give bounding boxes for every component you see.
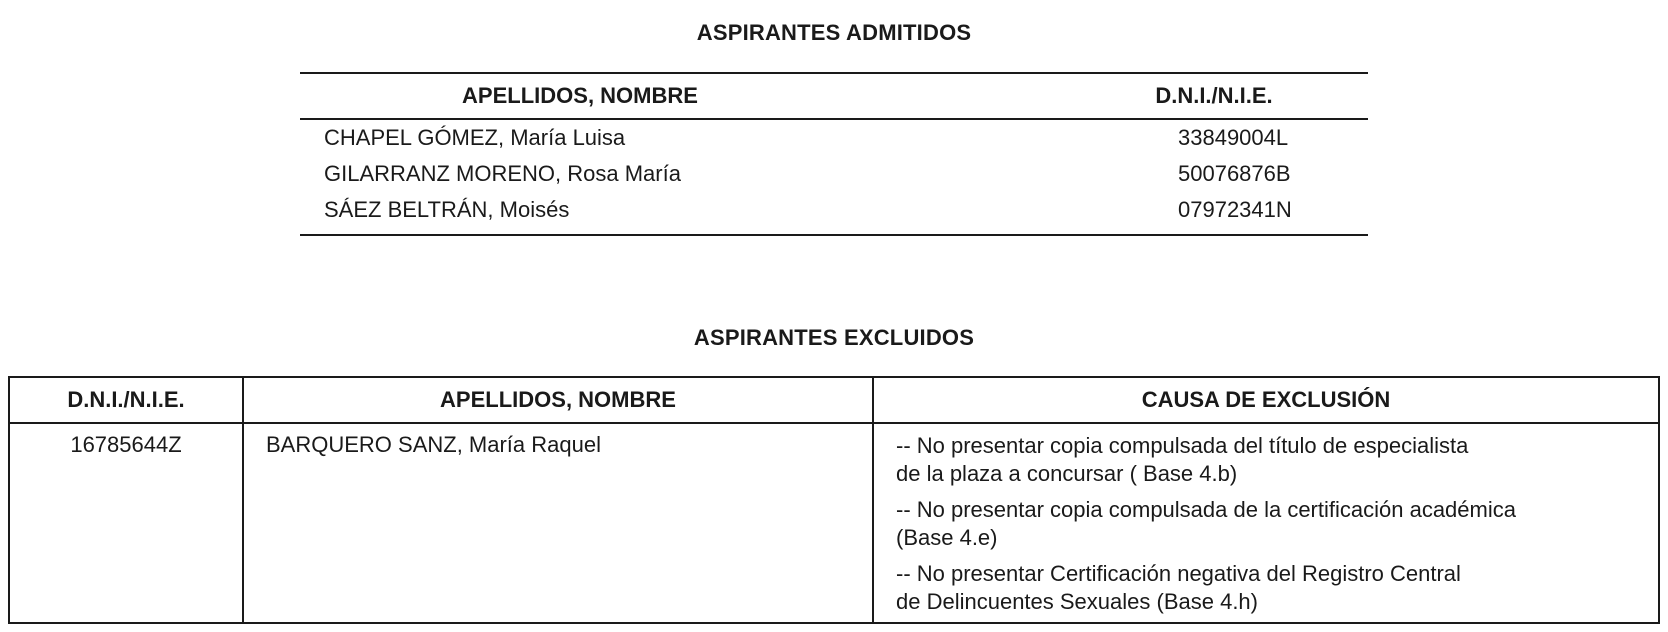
- admitted-name: GILARRANZ MORENO, Rosa María: [324, 161, 681, 186]
- table-row: [300, 192, 1368, 235]
- excluded-header-cause: CAUSA DE EXCLUSIÓN: [873, 377, 1659, 423]
- excluded-header-dni: D.N.I./N.I.E.: [9, 377, 243, 423]
- excluded-name: BARQUERO SANZ, María Raquel: [243, 423, 873, 623]
- admitted-section-title: ASPIRANTES ADMITIDOS: [696, 20, 972, 45]
- admitted-table: [300, 72, 1368, 236]
- admitted-header-name: APELLIDOS, NOMBRE: [462, 83, 698, 108]
- exclusion-cause: [896, 496, 1648, 552]
- admitted-name: CHAPEL GÓMEZ, María Luisa: [324, 125, 626, 150]
- cause-line: (Base 4.e): [896, 525, 998, 550]
- admitted-dni: 07972341N: [860, 192, 1368, 235]
- cause-line: de Delincuentes Sexuales (Base 4.h): [896, 589, 1258, 614]
- table-row: [300, 156, 1368, 192]
- table-row: [300, 119, 1368, 156]
- admitted-header-dni: D.N.I./N.I.E.: [1155, 83, 1273, 108]
- cause-line: -- No presentar copia compulsada de la certificación académica: [896, 497, 1516, 522]
- excluded-section-title: ASPIRANTES EXCLUIDOS: [693, 325, 975, 350]
- cause-line: -- No presentar copia compulsada del título de especialista: [896, 433, 1469, 458]
- cause-line: -- No presentar Certificación negativa del Registro Central: [896, 561, 1461, 586]
- table-row: [9, 423, 1659, 623]
- excluded-dni: 16785644Z: [9, 423, 243, 623]
- admitted-dni: 33849004L: [1178, 125, 1289, 150]
- exclusion-cause: [896, 560, 1648, 616]
- excluded-header-name: APELLIDOS, NOMBRE: [243, 377, 873, 423]
- excluded-table: [8, 376, 1660, 624]
- admitted-header-row: [300, 73, 1368, 119]
- excluded-causes: [873, 423, 1659, 623]
- admitted-name: SÁEZ BELTRÁN, Moisés: [300, 192, 860, 235]
- admitted-dni: 50076876B: [1178, 161, 1291, 186]
- exclusion-cause: [896, 432, 1648, 488]
- excluded-header-row: [9, 377, 1659, 423]
- cause-line: de la plaza a concursar ( Base 4.b): [896, 461, 1238, 486]
